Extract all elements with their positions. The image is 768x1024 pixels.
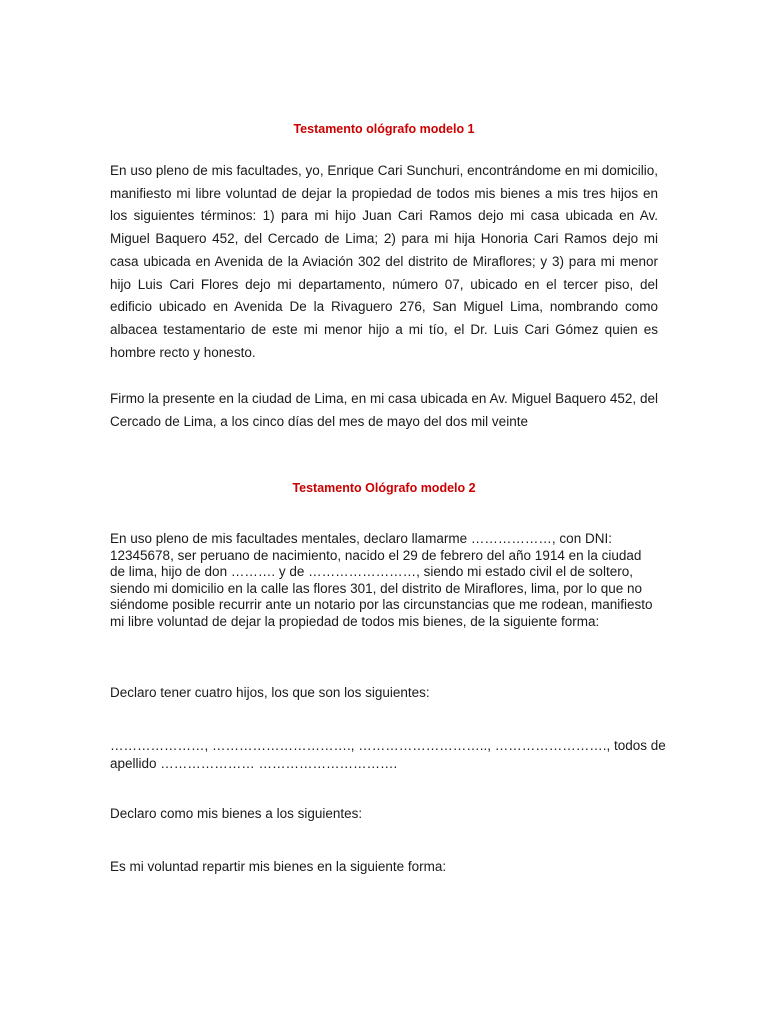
model2-paragraph-1: En uso pleno de mis facultades mentales, declaro llamarme ………………, con DNI: 12345678, ser peruano de nacimiento, nacido el 29 de febrero del año 1914 en la ciudad de lima, hijo de don ………. y de ……………………, siendo mi estado civil el de soltero, siendo mi domicilio en la calle las flores 301, del distrito de Miraflores, lima, por lo que no siéndome posible recurrir ante un notario por las circunstancias que me rodean, manifiesto mi libre voluntad de dejar la propiedad de todos mis bienes, de la siguiente forma: [110, 531, 653, 629]
model2-title: Testamento Ológrafo modelo 2 [292, 481, 476, 495]
model2-paragraph-2: Declaro tener cuatro hijos, los que son los siguientes: [110, 685, 430, 700]
model2-paragraph-5: Es mi voluntad repartir mis bienes en la siguiente forma: [110, 859, 447, 874]
model2-paragraph-3: …………………, …………………………., ……………………….., ……………………., todos de apellido ………………… …………………………. [110, 738, 666, 771]
model1-title: Testamento ológrafo modelo 1 [293, 122, 475, 136]
model2-paragraph-4: Declaro como mis bienes a los siguientes: [110, 806, 363, 821]
model1-paragraph-2: Firmo la presente en la ciudad de Lima, en mi casa ubicada en Av. Miguel Baquero 452, del Cercado de Lima, a los cinco días del mes de mayo del dos mil veinte [110, 391, 658, 429]
model1-paragraph-1: En uso pleno de mis facultades, yo, Enrique Cari Sunchuri, encontrándome en mi domicilio, manifiesto mi libre voluntad de dejar la propiedad de todos mis bienes a mis tres hijos en los siguientes términos: 1) para mi hijo Juan Cari Ramos dejo mi casa ubicada en Av. Miguel Baquero 452, del Cercado de Lima; 2) para mi hija Honoria Cari Ramos dejo mi casa ubicada en Avenida de la Aviación 302 del distrito de Miraflores; y 3) para mi menor hijo Luis Cari Flores dejo mi departamento, número 07, ubicado en el tercer piso, del edificio ubicado en Avenida De la Rivaguero 276, San Miguel Lima, nombrando como albacea testamentario de este mi menor hijo a mi tío, el Dr. Luis Cari Gómez quien es hombre recto y honesto. [110, 163, 658, 360]
